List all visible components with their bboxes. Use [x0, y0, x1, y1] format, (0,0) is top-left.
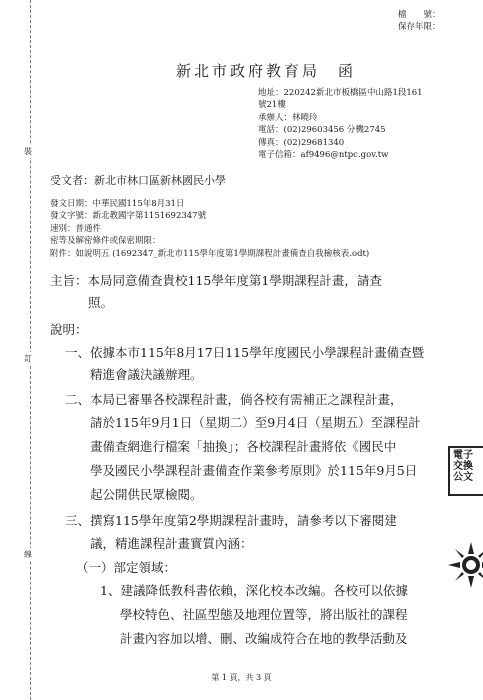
item-line: 畫備查網進行檔案「抽換」；各校課程計畫將依《國民中: [90, 439, 397, 454]
delivery-speed: 速別：普通件: [50, 224, 102, 234]
item-line: 學及國民小學課程計畫備查作業參考原則》於115年9月5日: [90, 463, 418, 478]
attachment: 附件：如說明五 (1692347_新北市115學年度第1學期課程計畫備查自我檢核表.odt): [50, 249, 370, 259]
sender-address: 地址：220242新北市板橋區中山路1段161: [258, 88, 423, 98]
sender-fax: 傳真：(02)29681340: [258, 138, 345, 148]
retention-label: 保存年限：: [398, 22, 441, 32]
item-line: 起公開供民眾檢閱。: [90, 487, 203, 502]
item-line: 議，精進課程計畫實質內涵：: [90, 536, 253, 551]
explanation-label: 說明：: [50, 322, 88, 337]
file-number-label: 檔 號：: [398, 10, 441, 20]
recipient: 受文者：新北市林口區新林國民小學: [50, 174, 226, 187]
government-seal-icon: [446, 540, 483, 590]
sender-address-cont: 號21樓: [258, 100, 286, 110]
item-line: 計畫內容加以增、刪、改編成符合在地的教學活動及: [120, 631, 408, 646]
issue-date: 發文日期：中華民國115年8月31日: [50, 199, 185, 209]
item-line: 一、依據本市115年8月17日115學年度國民小學課程計畫備查暨: [65, 345, 425, 360]
item-line: 精進會議決議辦理。: [90, 367, 203, 382]
security-level: 密等及解密條件或保密期限：: [50, 236, 161, 246]
electronic-exchange-stamp: [448, 446, 483, 496]
page-number: 第 1 頁，共 3 頁: [211, 673, 272, 682]
binding-char: 線: [24, 550, 32, 559]
subject-line: 照。: [88, 295, 114, 310]
item-line: 二、本局已審畢各校課程計畫，倘各校有需補正之課程計畫，: [65, 392, 403, 407]
reference-number: 發文字號：新北教國字第1151692347號: [50, 211, 207, 221]
stamp-text: 交換: [453, 461, 473, 472]
binding-char: 裝: [24, 147, 32, 156]
sender-phone: 電話：(02)29603456 分機2745: [258, 125, 386, 135]
item-line: 1、建議降低教科書依賴，深化校本改編。各校可以依據: [100, 583, 408, 598]
item-line: 學校特色、社區型態及地理位置等，將出版社的課程: [120, 607, 408, 622]
document-title: 新北市政府教育局 函: [176, 62, 357, 80]
sender-handler: 承辦人：林曉玲: [258, 113, 318, 123]
item-line: 請於115年9月1日（星期二）至9月4日（星期五）至課程計: [90, 415, 421, 430]
item-line: 三、撰寫115學年度第2學期課程計畫時，請參考以下審閱建: [65, 513, 397, 528]
sub-item-heading: （一）部定領域：: [76, 560, 177, 575]
stamp-text: 電子: [453, 450, 473, 461]
binding-line: [30, 0, 31, 700]
sender-email: 電子信箱：af9496@ntpc.gov.tw: [258, 150, 389, 160]
binding-char: 訂: [24, 354, 32, 363]
stamp-text: 公文: [453, 472, 473, 483]
subject-line: 主旨：本局同意備查貴校115學年度第1學期課程計畫，請查: [50, 273, 382, 288]
